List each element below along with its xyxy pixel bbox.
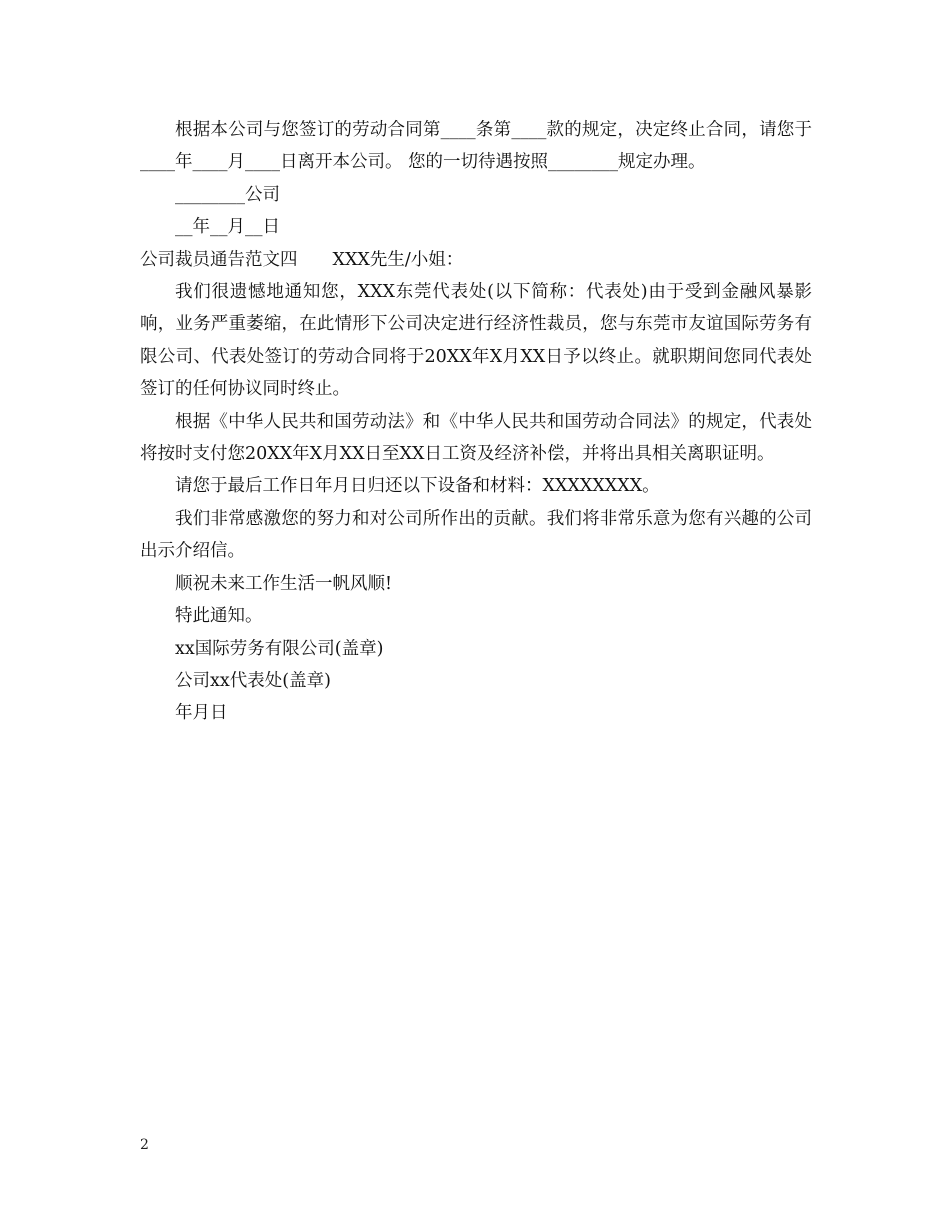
signature-representative-office: 公司xx代表处(盖章) (175, 670, 331, 691)
signature-labor-company: xx国际劳务有限公司(盖章) (175, 638, 384, 659)
paragraph-return-equipment: 请您于最后工作日年月日归还以下设备和材料：XXXXXXXX。 (175, 476, 660, 497)
section-heading-sample-four: 公司裁员通告范文四 XXX先生/小姐： (140, 249, 464, 270)
paragraph-compensation: 根据《中华人民共和国劳动法》和《中华人民共和国劳动合同法》的规定，代表处将按时支付您20XX年X月XX日至XX日工资及经济补偿，并将出具相关离职证明。 (140, 411, 812, 465)
paragraph-contract-termination: 根据本公司与您签订的劳动合同第____条第____款的规定，决定终止合同，请您于____年____月____日离开本公司。 您的一切待遇按照________规定办理。 (140, 120, 812, 173)
signature-company-blank: ________公司 (175, 184, 280, 205)
paragraph-layoff-notice: 我们很遗憾地通知您，XXX东莞代表处(以下简称：代表处)由于受到金融风暴影响，业务严重萎缩，在此情形下公司决定进行经济性裁员，您与东莞市友谊国际劳务有限公司、代表处签订的劳动合同将于20XX年X月XX日予以终止。就职期间您同代表处签订的任何协议同时终止。 (140, 282, 812, 400)
document-body (140, 114, 812, 730)
page-number: 2 (140, 1137, 149, 1153)
paragraph-wishes: 顺祝未来工作生活一帆风顺! (175, 573, 393, 594)
signature-date: 年月日 (175, 703, 228, 724)
paragraph-gratitude: 我们非常感激您的努力和对公司所作出的贡献。我们将非常乐意为您有兴趣的公司出示介绍信。 (140, 508, 812, 562)
signature-date-blank: __年__月__日 (175, 217, 280, 238)
paragraph-notice-closing: 特此通知。 (175, 606, 263, 627)
